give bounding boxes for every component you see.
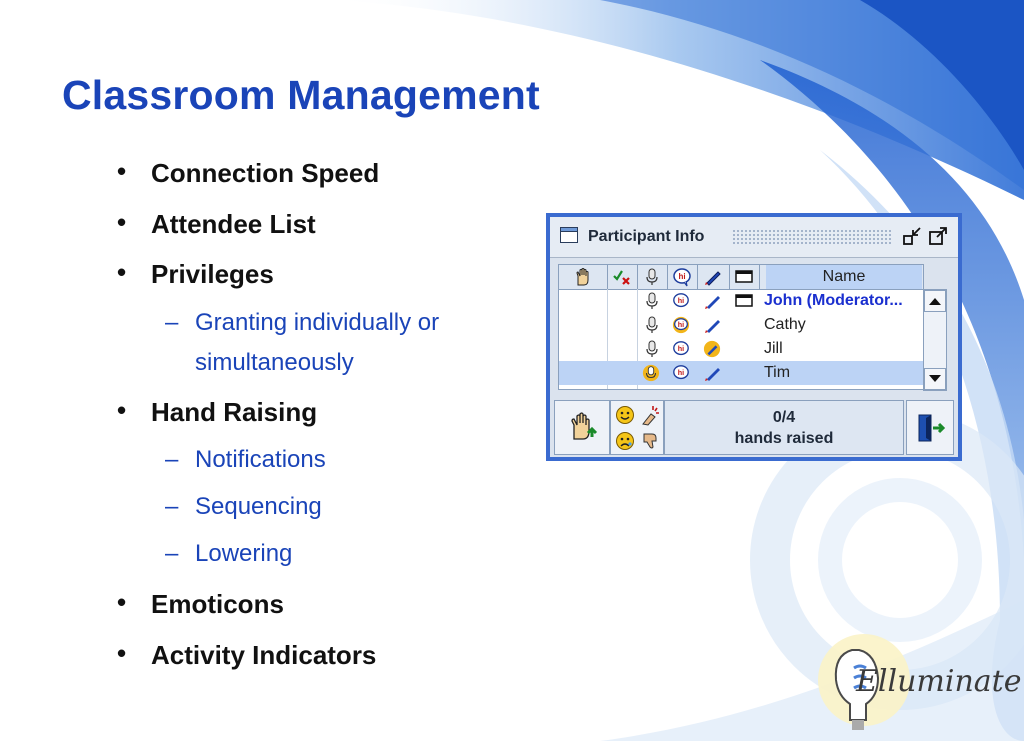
participant-name: Tim [764,364,791,381]
panel-toolbar [554,400,954,455]
screen-icon [735,292,753,310]
sub-bullet-text: simultaneously [195,349,354,376]
hands-raised-counter [664,400,904,455]
pencil-icon [704,364,722,382]
col-name[interactable]: Name [766,265,922,289]
col-whiteboard[interactable] [697,265,730,289]
arrow-down-icon [929,375,941,383]
bullet-text: Activity Indicators [151,640,377,670]
table-header [559,265,923,290]
microphone-icon [643,316,661,334]
microphone-icon [644,268,660,286]
col-hand[interactable] [559,265,608,289]
sub-bullet-text: Lowering [195,540,293,567]
check-x-icon [612,268,632,286]
pencil-icon [704,292,722,310]
arrow-up-icon [929,297,941,305]
bullet-dot: • [117,638,127,668]
scroll-down-button[interactable] [924,368,946,390]
participant-row-selected[interactable] [559,361,923,385]
sub-bullet-text: Sequencing [195,493,322,520]
chat-icon [672,340,690,358]
svg-text:hi: hi [677,319,685,329]
bullet-dot: • [117,587,127,617]
participant-table [558,264,924,390]
participant-name: Jill [764,340,783,357]
hands-raised-count: 0/4 [772,409,796,426]
bullet-text: Hand Raising [151,397,318,427]
chat-icon [672,292,690,310]
sub-bullet-dash: – [165,309,179,336]
bullet-dot: • [117,156,127,186]
maximize-icon[interactable] [928,226,948,246]
minimize-icon[interactable] [902,226,922,246]
chat-icon [672,267,692,287]
screen-icon [735,270,753,284]
participant-name: Cathy [764,316,806,333]
sub-bullet-dash: – [165,446,179,473]
bullet-dot: • [117,207,127,237]
pencil-icon [704,316,722,334]
emoticon-buttons [610,400,664,455]
svg-text:hi: hi [678,272,686,281]
bullet-dot: • [117,395,127,425]
microphone-icon [643,292,661,310]
hands-raised-label: hands raised [734,430,834,447]
participant-row[interactable] [559,313,923,337]
drag-grip[interactable] [732,229,892,244]
sub-bullet-dash: – [165,540,179,567]
microphone-icon [643,340,661,358]
exit-icon [916,413,946,443]
col-chat[interactable] [667,265,698,289]
chat-active-icon [672,316,690,334]
smiley-icon[interactable] [615,405,635,425]
participant-row[interactable] [559,289,923,313]
participant-name: John (Moderator... [764,292,903,309]
clap-icon[interactable] [639,404,661,426]
sad-icon[interactable] [615,431,635,451]
pencil-icon [704,268,722,286]
slide-title: Classroom Management [62,72,540,118]
sub-bullet-text: Granting individually or [195,309,440,336]
chat-icon [672,364,690,382]
raise-hand-button[interactable] [554,400,610,455]
window-icon [560,227,578,243]
bullet-text: Emoticons [151,589,284,619]
microphone-active-icon [642,364,660,382]
sub-bullet-dash: – [165,493,179,520]
pencil-active-icon [703,340,721,358]
svg-text:hi: hi [677,343,685,353]
bullet-text: Attendee List [151,209,316,239]
scroll-up-button[interactable] [924,290,946,312]
col-status[interactable] [607,265,638,289]
panel-title: Participant Info [588,228,705,245]
participant-info-panel [546,213,962,461]
scrollbar[interactable] [923,289,947,391]
sub-bullet-text: Notifications [195,446,326,473]
panel-titlebar[interactable] [550,217,958,258]
logo-text: Elluminate [856,664,1022,699]
hand-icon [573,267,593,287]
raise-hand-icon [567,411,599,443]
participant-row[interactable] [559,337,923,361]
exit-button[interactable] [906,400,954,455]
thumbs-down-icon[interactable] [640,431,660,451]
col-audio[interactable] [637,265,668,289]
svg-text:hi: hi [677,295,685,305]
svg-text:hi: hi [677,367,685,377]
bullet-text: Connection Speed [151,158,380,188]
bullet-text: Privileges [151,259,274,289]
col-screen[interactable] [729,265,760,289]
bullet-dot: • [117,257,127,287]
